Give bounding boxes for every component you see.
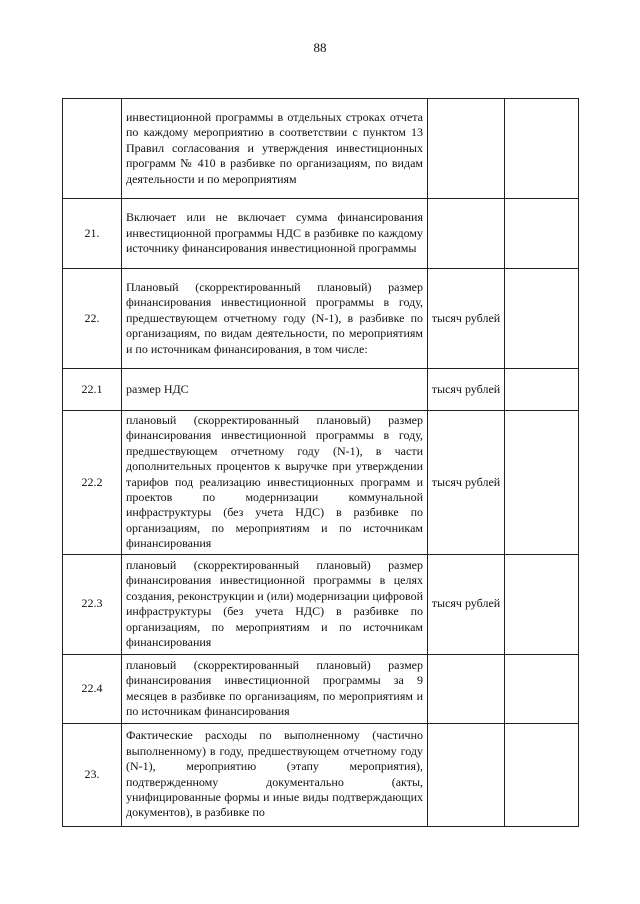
row-unit-cell <box>428 99 505 199</box>
row-description: плановый (скорректированный плановый) размер финансирования инвестиционной программы за 9 месяцев в разбивке по организациям, по мероприятиям и по источникам финансирования <box>126 657 423 719</box>
row-description: инвестиционной программы в отдельных строках отчета по каждому мероприятию в соответствии с пунктом 13 Правил согласования и утверждения инвестиционных программ № 410 в разбивке по организациям, по видам деятельности и по мероприятиям <box>126 109 423 186</box>
table-row <box>63 654 579 723</box>
row-number-cell <box>63 99 122 199</box>
row-number-cell: 22.3 <box>63 554 122 654</box>
row-extra-cell <box>505 654 579 723</box>
row-extra-cell <box>505 369 579 411</box>
table-row <box>63 199 579 269</box>
row-description-cell <box>122 369 428 411</box>
row-extra-cell <box>505 411 579 555</box>
row-unit-cell: тысяч рублей <box>428 369 505 411</box>
row-unit-cell <box>428 199 505 269</box>
row-description: плановый (скорректированный плановый) размер финансирования инвестиционной программы в году, предшествующем отчетному году (N-1), в части дополнительных процентов к выручке при утверждении тарифов под реализацию инвестиционных программ и проектов по модернизации коммунальной инфраструктуры (без учета НДС) в разбивке по организациям, по мероприятиям и по источникам финансирования <box>126 413 423 551</box>
row-description-cell <box>122 654 428 723</box>
row-unit-cell: тысяч рублей <box>428 411 505 555</box>
row-description-cell <box>122 411 428 555</box>
table-row <box>63 369 579 411</box>
table-row <box>63 269 579 369</box>
indicators-table <box>62 98 579 827</box>
row-number-cell: 22.4 <box>63 654 122 723</box>
row-unit-cell <box>428 723 505 826</box>
row-extra-cell <box>505 723 579 826</box>
row-unit-cell <box>428 654 505 723</box>
table-row <box>63 99 579 199</box>
row-unit-cell: тысяч рублей <box>428 554 505 654</box>
row-description: плановый (скорректированный плановый) размер финансирования инвестиционной программы в целях создания, реконструкции и (или) модернизации цифровой инфраструктуры (без учета НДС) в разбивке по организациям, по мероприятиям и по источникам финансирования <box>126 557 423 649</box>
row-description-cell <box>122 199 428 269</box>
row-number-cell: 23. <box>63 723 122 826</box>
row-extra-cell <box>505 269 579 369</box>
row-description-cell <box>122 723 428 826</box>
page-number: 88 <box>313 40 327 55</box>
row-extra-cell <box>505 199 579 269</box>
row-description-cell <box>122 269 428 369</box>
row-extra-cell <box>505 99 579 199</box>
row-description: Фактические расходы по выполненному (частично выполненному) в году, предшествующем отчетному году (N-1), мероприятию (этапу мероприятия), подтвержденному документально (акты, унифицированные формы и иные виды подтверждающих документов), в разбивке по <box>126 728 423 820</box>
row-number-cell: 21. <box>63 199 122 269</box>
row-description-cell <box>122 99 428 199</box>
row-unit-cell: тысяч рублей <box>428 269 505 369</box>
row-description: размер НДС <box>126 381 189 396</box>
row-description: Включает или не включает сумма финансирования инвестиционной программы НДС в разбивке по каждому источнику финансирования инвестиционной программы <box>126 210 423 256</box>
table-row <box>63 554 579 654</box>
table-row <box>63 723 579 826</box>
row-number-cell: 22.1 <box>63 369 122 411</box>
row-number-cell: 22. <box>63 269 122 369</box>
table-row <box>63 411 579 555</box>
row-number-cell: 22.2 <box>63 411 122 555</box>
row-extra-cell <box>505 554 579 654</box>
row-description-cell <box>122 554 428 654</box>
row-description: Плановый (скорректированный плановый) размер финансирования инвестиционной программы в году, предшествующем отчетному году (N-1), в разбивке по организациям, по видам деятельности, по мероприятиям и по источникам финансирования, в том числе: <box>126 279 423 356</box>
